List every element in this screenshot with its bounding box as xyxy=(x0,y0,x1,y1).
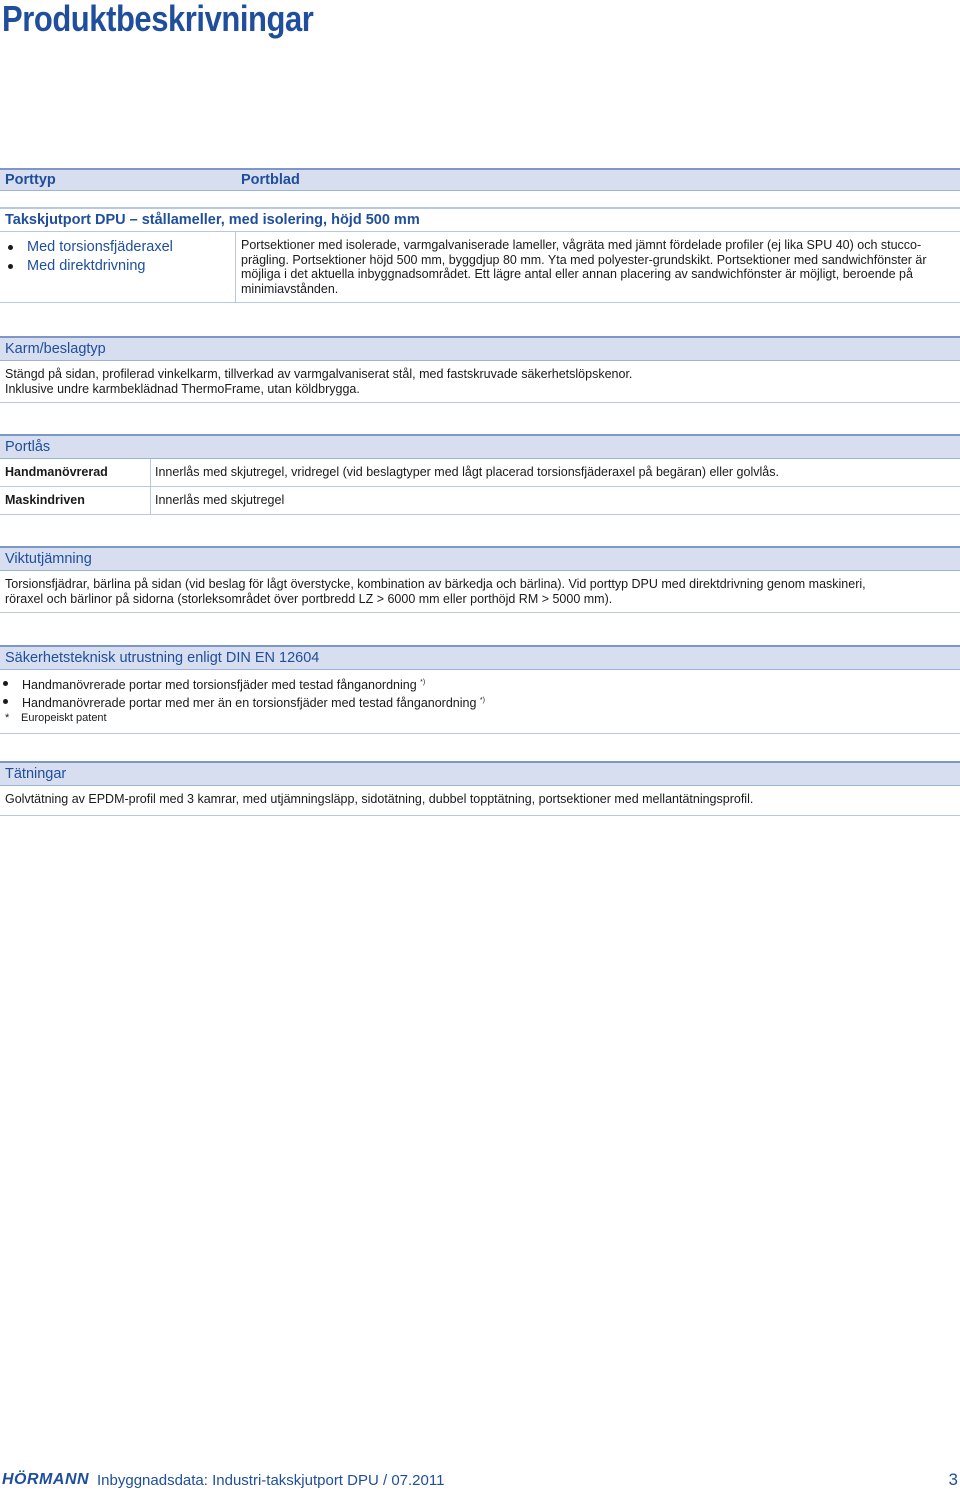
portblad-col-label: Portblad xyxy=(241,172,300,188)
page-title: Produktbeskrivningar xyxy=(2,0,314,39)
table-row xyxy=(0,459,960,487)
page-footer xyxy=(0,1470,960,1494)
sakerhet-body xyxy=(0,670,960,734)
portlas-header: Portlås xyxy=(0,434,960,459)
page-number: 3 xyxy=(948,1470,958,1489)
portlas-section xyxy=(0,434,960,515)
table-row xyxy=(0,487,960,515)
product-subtitle: Takskjutport DPU – stållameller, med isolering, höjd 500 mm xyxy=(0,207,960,232)
lock-type-value: Innerlås med skjutregel xyxy=(155,493,285,507)
karm-section xyxy=(0,336,960,403)
lock-type-label: Maskindriven xyxy=(0,487,151,514)
tatningar-header: Tätningar xyxy=(0,761,960,786)
sakerhet-header: Säkerhetsteknisk utrustning enligt DIN EN 12604 xyxy=(0,645,960,670)
option-item: Med direktdrivning xyxy=(5,257,230,276)
list-item: Handmanövrerade portar med mer än en torsionsfjäder med testad fånganordning *) xyxy=(0,693,960,711)
option-item: Med torsionsfjäderaxel xyxy=(5,238,230,257)
viktutjamning-text: Torsionsfjädrar, bärlina på sidan (vid beslag för lågt överstycke, kombination av bärkedja och bärlina). Vid porttyp DPU med direktdrivning genom maskineri, röraxel och bärlinor på sidorna (storleksområdet över portbredd LZ > 6000 mm eller porthöjd RM > 5000 mm). xyxy=(0,571,960,613)
karm-header: Karm/beslagtyp xyxy=(0,336,960,361)
porttyp-col-label: Porttyp xyxy=(5,172,56,188)
tatningar-section xyxy=(0,761,960,816)
porttyp-section xyxy=(0,168,960,303)
viktutjamning-header: Viktutjämning xyxy=(0,546,960,571)
list-item: Handmanövrerade portar med torsionsfjäder med testad fånganordning *) xyxy=(0,675,960,693)
porttyp-details xyxy=(0,232,960,303)
sakerhet-section xyxy=(0,645,960,734)
porttyp-options xyxy=(0,232,236,302)
karm-text: Stängd på sidan, profilerad vinkelkarm, tillverkad av varmgalvaniserat stål, med fastskruvade säkerhetslöpskenor. Inklusive undre karmbeklädnad ThermoFrame, utan köldbrygga. xyxy=(0,361,960,403)
footnote-marker: *) xyxy=(479,697,485,704)
tatningar-text: Golvtätning av EPDM-profil med 3 kamrar, med utjämningsläpp, sidotätning, dubbel topptätning, portsektioner med mellantätningsprofil. xyxy=(0,786,960,816)
porttyp-header xyxy=(0,168,960,191)
footnote: * Europeiskt patent xyxy=(5,712,107,724)
footer-text: Inbyggnadsdata: Industri-takskjutport DPU / 07.2011 xyxy=(97,1472,445,1489)
footnote-marker: *) xyxy=(420,679,426,686)
viktutjamning-section xyxy=(0,546,960,613)
lock-type-label: Handmanövrerad xyxy=(0,459,151,486)
hormann-logo: HÖRMANN xyxy=(2,1471,90,1488)
lock-type-value: Innerlås med skjutregel, vridregel (vid beslagtyper med lågt placerad torsionsfjäderaxel på begäran) eller golvlås. xyxy=(155,465,779,479)
portblad-description: Portsektioner med isolerade, varmgalvaniserade lameller, vågräta med jämnt fördelade profiler (ej lika SPU 40) och stucco-prägling. Portsektioner höjd 500 mm, byggdjup 80 mm. Yta med polyester-grundskikt. Portsektioner med sandwichfönster är möjliga i det aktuella inbyggnadsområdet. Ett lägre antal eller annan placering av sandwichfönster är möjligt, beroende på minimiavstånden. xyxy=(241,238,927,296)
